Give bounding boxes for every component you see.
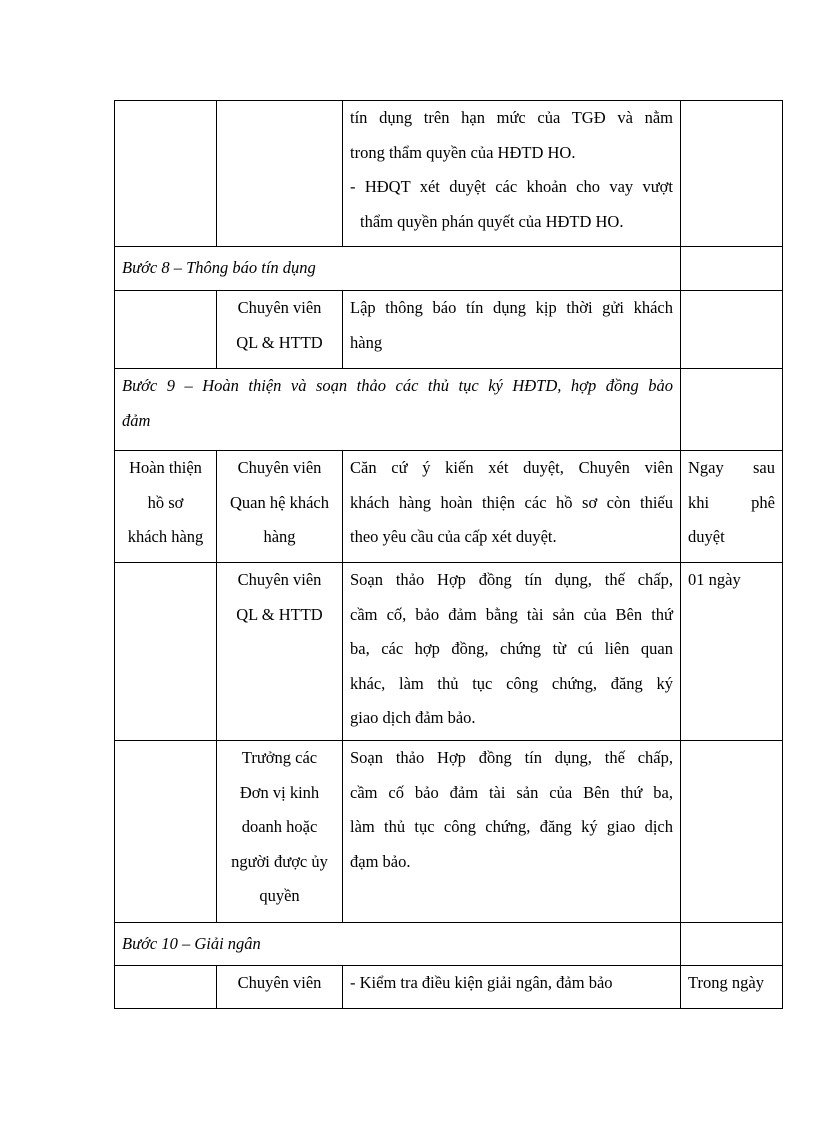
performer-line: Chuyên viên	[237, 458, 322, 477]
content-cell	[343, 741, 681, 923]
performer-line: Đơn vị kinh	[239, 782, 320, 802]
performer-line: quyền	[259, 886, 300, 905]
content-line: cầm cố, bảo đảm bằng tài sản của Bên thứ	[350, 604, 673, 624]
step-9-title	[115, 369, 681, 451]
performer-cell	[217, 966, 343, 1009]
task-cell	[115, 101, 217, 247]
performer-line: Trưởng các	[241, 748, 318, 767]
performer-line: doanh hoặc	[241, 817, 318, 836]
time-cell	[681, 923, 783, 966]
time-line: Ngay sau	[688, 458, 775, 477]
table-row	[115, 291, 783, 369]
performer-line: Chuyên viên	[237, 973, 322, 992]
content-line: Soạn thảo Hợp đồng tín dụng, thế chấp,	[350, 748, 673, 767]
table-row	[115, 451, 783, 563]
content-cell	[343, 101, 681, 247]
content-line: Căn cứ ý kiến xét duyệt, Chuyên viên	[350, 458, 673, 477]
step-title-line: Bước 9 – Hoàn thiện và soạn thảo các thủ tục ký HĐTD, hợp đồng bảo	[122, 376, 673, 395]
content-cell	[343, 563, 681, 741]
content-line: trong thẩm quyền của HĐTD HO.	[350, 142, 576, 162]
time-cell	[681, 247, 783, 291]
task-line: Hoàn thiện	[129, 458, 202, 477]
content-line: tín dụng trên hạn mức của TGĐ và nằm	[350, 108, 673, 127]
task-cell	[115, 291, 217, 369]
task-line: khách hàng	[127, 527, 204, 546]
task-cell	[115, 451, 217, 563]
step-10-title: Bước 10 – Giải ngân	[115, 923, 681, 966]
content-line: - HĐQT xét duyệt các khoản cho vay vượt	[350, 177, 673, 196]
time-line: duyệt	[688, 527, 725, 546]
time-cell	[681, 291, 783, 369]
time-cell	[681, 563, 783, 741]
content-cell	[343, 291, 681, 369]
content-line: Lập thông báo tín dụng kịp thời gửi khách	[350, 298, 673, 317]
step-8-title: Bước 8 – Thông báo tín dụng	[115, 247, 681, 291]
step-title-line: đảm	[122, 410, 151, 430]
task-cell	[115, 966, 217, 1009]
content-line: cầm cố bảo đảm tài sản của Bên thứ ba,	[350, 782, 673, 802]
content-line: khác, làm thủ tục công chứng, đăng ký	[350, 673, 673, 693]
time-line: 01 ngày	[688, 570, 741, 589]
procedure-table	[114, 100, 783, 1009]
content-line: ba, các hợp đồng, chứng từ cú liên quan	[350, 639, 673, 658]
performer-cell	[217, 741, 343, 923]
content-line: làm thủ tục công chứng, đăng ký giao dịch	[350, 817, 673, 836]
content-line: đạm bảo.	[350, 851, 411, 871]
task-cell	[115, 563, 217, 741]
performer-cell	[217, 451, 343, 563]
time-line: Trong ngày	[688, 973, 764, 992]
performer-line: Chuyên viên	[237, 298, 322, 317]
time-cell	[681, 966, 783, 1009]
content-cell	[343, 966, 681, 1009]
table-row	[115, 563, 783, 741]
performer-line: hàng	[263, 527, 296, 546]
time-cell	[681, 741, 783, 923]
performer-cell	[217, 291, 343, 369]
content-line: Soạn thảo Hợp đồng tín dụng, thế chấp,	[350, 570, 673, 589]
task-line: hồ sơ	[147, 492, 184, 512]
content-line: thẩm quyền phán quyết của HĐTD HO.	[360, 211, 624, 231]
time-cell	[681, 101, 783, 247]
table-row	[115, 101, 783, 247]
performer-line: Quan hệ khách	[230, 492, 329, 512]
step-row	[115, 923, 783, 966]
task-cell	[115, 741, 217, 923]
content-line: theo yêu cầu của cấp xét duyệt.	[350, 527, 557, 546]
table-row	[115, 966, 783, 1009]
performer-line: người được ủy	[231, 851, 328, 871]
performer-line: QL & HTTD	[236, 604, 323, 624]
step-row	[115, 369, 783, 451]
performer-cell	[217, 101, 343, 247]
performer-cell	[217, 563, 343, 741]
step-row	[115, 247, 783, 291]
content-line: khách hàng hoàn thiện các hồ sơ còn thiếu	[350, 492, 673, 512]
performer-line: QL & HTTD	[236, 332, 323, 352]
time-line: khi phê	[688, 492, 775, 512]
time-cell	[681, 451, 783, 563]
content-line: hàng	[350, 332, 383, 352]
time-cell	[681, 369, 783, 451]
content-line: giao dịch đảm bảo.	[350, 708, 476, 727]
content-line: - Kiểm tra điều kiện giải ngân, đảm bảo	[350, 973, 613, 992]
performer-line: Chuyên viên	[237, 570, 322, 589]
table-row	[115, 741, 783, 923]
content-cell	[343, 451, 681, 563]
